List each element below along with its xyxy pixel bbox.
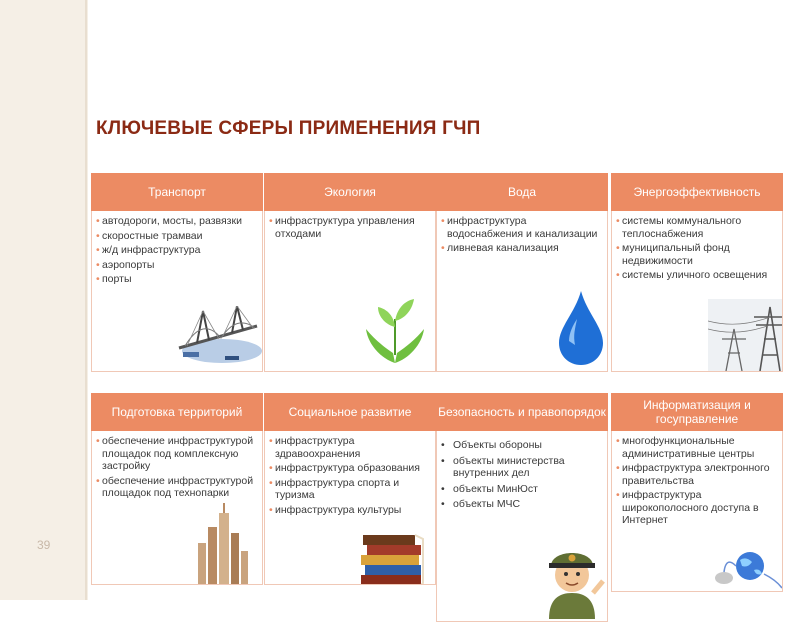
list-item: • обеспечение инфраструктурой площадок под комплексную застройку xyxy=(96,435,259,473)
list-item: • инфраструктура здравоохранения xyxy=(269,435,432,460)
list-item: • аэропорты xyxy=(96,259,259,272)
plant-icon xyxy=(360,293,430,368)
card-body xyxy=(264,431,436,585)
list-item: • инфраструктура электронного правительства xyxy=(616,462,779,487)
list-item: • системы коммунального теплоснабжения xyxy=(616,215,779,240)
card-security xyxy=(436,393,608,622)
card-header: Энергоэффективность xyxy=(611,173,783,211)
power-lines-icon xyxy=(708,299,783,371)
soldier-icon xyxy=(539,541,605,619)
card-header: Подготовка территорий xyxy=(91,393,263,431)
card-header: Вода xyxy=(436,173,608,211)
list-item: • инфраструктура управления отходами xyxy=(269,215,432,240)
card-body xyxy=(436,211,608,372)
list-item: • автодороги, мосты, развязки xyxy=(96,215,259,228)
item-list xyxy=(92,431,262,500)
slide-title: КЛЮЧЕВЫЕ СФЕРЫ ПРИМЕНЕНИЯ ГЧП xyxy=(96,118,481,139)
left-decor-edge xyxy=(85,0,87,600)
card-header: Экология xyxy=(264,173,436,211)
item-list xyxy=(612,431,782,527)
card-body xyxy=(264,211,436,372)
card-body xyxy=(91,211,263,372)
left-decor-panel xyxy=(0,0,88,600)
card-ecology xyxy=(264,173,436,372)
card-water xyxy=(436,173,608,372)
list-item: • ж/д инфраструктура xyxy=(96,244,259,257)
list-item: • инфраструктура образования xyxy=(269,462,432,475)
list-item: • муниципальный фонд недвижимости xyxy=(616,242,779,267)
list-item: • инфраструктура культуры xyxy=(269,504,432,517)
item-list xyxy=(265,211,435,240)
list-item: • многофункциональные административные центры xyxy=(616,435,779,460)
list-item: • объекты МинЮст xyxy=(441,483,604,496)
books-icon xyxy=(357,531,427,585)
card-transport xyxy=(91,173,263,372)
water-drop-icon xyxy=(555,289,607,367)
page-number: 39 xyxy=(37,538,51,552)
list-item: • ливневая канализация xyxy=(441,242,604,255)
card-body xyxy=(91,431,263,585)
card-header: Социальное развитие xyxy=(264,393,436,431)
skyscrapers-icon xyxy=(194,503,250,585)
item-list xyxy=(437,431,607,511)
bridge-icon xyxy=(177,306,262,366)
item-list xyxy=(437,211,607,255)
item-list xyxy=(92,211,262,286)
item-list xyxy=(612,211,782,282)
list-item: • скоростные трамваи xyxy=(96,230,259,243)
list-item: • инфраструктура широкополосного доступа в Интернет xyxy=(616,489,779,527)
list-item: • обеспечение инфраструктурой площадок под технопарки xyxy=(96,475,259,500)
globe-mouse-icon xyxy=(710,546,783,590)
list-item: • инфраструктура водоснабжения и канализации xyxy=(441,215,604,240)
list-item: • объекты министерства внутренних дел xyxy=(441,455,604,480)
card-header: Транспорт xyxy=(91,173,263,211)
card-header: Информатизация и госуправление xyxy=(611,393,783,431)
card-territory xyxy=(91,393,263,585)
card-body xyxy=(611,431,783,592)
card-body xyxy=(436,431,608,622)
card-social xyxy=(264,393,436,585)
list-item: • инфраструктура спорта и туризма xyxy=(269,477,432,502)
list-item: • порты xyxy=(96,273,259,286)
card-informatization xyxy=(611,393,783,592)
list-item: • объекты МЧС xyxy=(441,498,604,511)
list-item: • системы уличного освещения xyxy=(616,269,779,282)
card-energy xyxy=(611,173,783,372)
item-list xyxy=(265,431,435,516)
card-body xyxy=(611,211,783,372)
list-item: • Объекты обороны xyxy=(441,439,604,452)
card-header: Безопасность и правопорядок xyxy=(436,393,608,431)
